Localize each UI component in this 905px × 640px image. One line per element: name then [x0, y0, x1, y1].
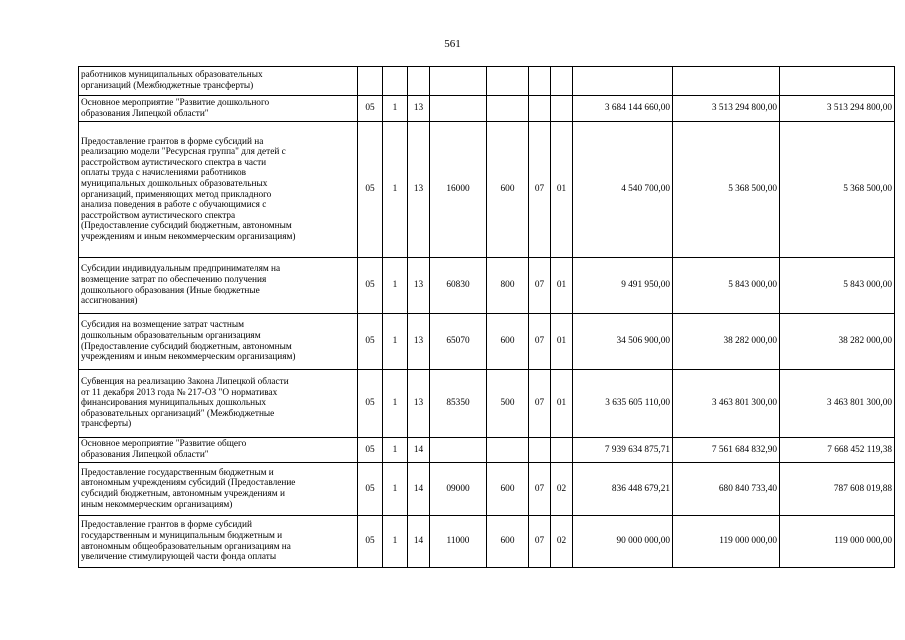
code-subprogram: 13 [408, 122, 430, 258]
code-program: 1 [383, 96, 408, 122]
row-description: Субсидия на возмещение затрат частным дошкольным образовательным организациям (Предоставление субсидий бюджетным, автономным учреждениям и иным некоммерческим организациям) [79, 314, 358, 370]
amount-year-3: 5 843 000,00 [780, 258, 895, 314]
code-program [383, 67, 408, 96]
table-row [79, 516, 895, 568]
amount-year-1: 3 635 605 110,00 [573, 370, 673, 438]
code-program: 1 [383, 258, 408, 314]
amount-year-2: 680 840 733,40 [673, 463, 780, 516]
page-number: 561 [444, 38, 461, 50]
code-program: 1 [383, 438, 408, 463]
code-section: 05 [358, 314, 383, 370]
row-description: работников муниципальных образовательных организаций (Межбюджетные трансферты) [79, 67, 358, 96]
code-program: 1 [383, 516, 408, 568]
code-chapter: 07 [529, 258, 551, 314]
row-description: Субвенция на реализацию Закона Липецкой области от 11 декабря 2013 года № 217-ОЗ "О нормативах финансирования муниципальных дошкольных образовательных организаций" (Межбюджетные трансферты) [79, 370, 358, 438]
code-subsection: 01 [551, 314, 573, 370]
code-subprogram: 14 [408, 516, 430, 568]
amount-year-1: 9 491 950,00 [573, 258, 673, 314]
table-row [79, 122, 895, 258]
amount-year-2: 5 368 500,00 [673, 122, 780, 258]
code-subsection: 01 [551, 122, 573, 258]
code-chapter: 07 [529, 370, 551, 438]
table-row [79, 96, 895, 122]
code-expense-type: 600 [487, 314, 529, 370]
code-chapter: 07 [529, 463, 551, 516]
code-subsection: 01 [551, 370, 573, 438]
code-program: 1 [383, 122, 408, 258]
code-direction: 65070 [430, 314, 487, 370]
code-section: 05 [358, 463, 383, 516]
code-subsection [551, 67, 573, 96]
code-chapter [529, 96, 551, 122]
code-chapter: 07 [529, 314, 551, 370]
code-expense-type: 600 [487, 122, 529, 258]
code-expense-type: 800 [487, 258, 529, 314]
code-subsection: 02 [551, 463, 573, 516]
amount-year-3: 3 513 294 800,00 [780, 96, 895, 122]
amount-year-3 [780, 67, 895, 96]
amount-year-3: 787 608 019,88 [780, 463, 895, 516]
code-section: 05 [358, 370, 383, 438]
table-row [79, 370, 895, 438]
row-description: Предоставление грантов в форме субсидий на реализацию модели "Ресурсная группа" для детей с расстройством аутистического спектра в части оплаты труда с начислениями работников муниципальных дошкольных образовательных организаций, применяющих метод прикладного анализа поведения в работе с обучающимися с расстройством аутистического спектра (Предоставление субсидий бюджетным, автономным учреждениям и иным некоммерческим организациям) [79, 122, 358, 258]
code-subsection: 02 [551, 516, 573, 568]
code-direction [430, 438, 487, 463]
amount-year-1: 4 540 700,00 [573, 122, 673, 258]
amount-year-1 [573, 67, 673, 96]
code-subprogram: 13 [408, 96, 430, 122]
table-row [79, 463, 895, 516]
code-direction: 85350 [430, 370, 487, 438]
code-direction: 11000 [430, 516, 487, 568]
row-description: Основное мероприятие "Развитие дошкольного образования Липецкой области" [79, 96, 358, 122]
code-subprogram: 13 [408, 258, 430, 314]
amount-year-2: 3 513 294 800,00 [673, 96, 780, 122]
code-expense-type [487, 67, 529, 96]
code-subsection: 01 [551, 258, 573, 314]
amount-year-3: 5 368 500,00 [780, 122, 895, 258]
amount-year-1: 90 000 000,00 [573, 516, 673, 568]
table-row [79, 438, 895, 463]
budget-table [78, 66, 895, 568]
code-section: 05 [358, 122, 383, 258]
code-subprogram: 13 [408, 370, 430, 438]
code-subsection [551, 96, 573, 122]
code-expense-type: 500 [487, 370, 529, 438]
code-chapter: 07 [529, 516, 551, 568]
amount-year-2 [673, 67, 780, 96]
row-description: Предоставление государственным бюджетным и автономным учреждениям субсидий (Предоставление субсидий бюджетным, автономным учреждениям и иным некоммерческим организациям) [79, 463, 358, 516]
code-subprogram [408, 67, 430, 96]
amount-year-3: 119 000 000,00 [780, 516, 895, 568]
row-description: Основное мероприятие "Развитие общего образования Липецкой области" [79, 438, 358, 463]
amount-year-1: 836 448 679,21 [573, 463, 673, 516]
code-subprogram: 14 [408, 438, 430, 463]
row-description: Предоставление грантов в форме субсидий государственным и муниципальным бюджетным и автономным общеобразовательным организациям на увеличение стимулирующей части фонда оплаты [79, 516, 358, 568]
code-direction: 16000 [430, 122, 487, 258]
code-chapter [529, 438, 551, 463]
code-expense-type [487, 96, 529, 122]
amount-year-2: 119 000 000,00 [673, 516, 780, 568]
amount-year-2: 38 282 000,00 [673, 314, 780, 370]
code-chapter: 07 [529, 122, 551, 258]
code-subprogram: 13 [408, 314, 430, 370]
amount-year-2: 5 843 000,00 [673, 258, 780, 314]
table-row [79, 67, 895, 96]
code-section: 05 [358, 438, 383, 463]
code-subsection [551, 438, 573, 463]
table-row [79, 314, 895, 370]
amount-year-1: 3 684 144 660,00 [573, 96, 673, 122]
code-section [358, 67, 383, 96]
code-direction: 60830 [430, 258, 487, 314]
code-section: 05 [358, 258, 383, 314]
amount-year-2: 3 463 801 300,00 [673, 370, 780, 438]
amount-year-1: 7 939 634 875,71 [573, 438, 673, 463]
code-expense-type: 600 [487, 463, 529, 516]
table-row [79, 258, 895, 314]
code-program: 1 [383, 463, 408, 516]
row-description: Субсидии индивидуальным предпринимателям на возмещение затрат по обеспечению получения дошкольного образования (Иные бюджетные ассигнования) [79, 258, 358, 314]
code-direction [430, 96, 487, 122]
code-expense-type: 600 [487, 516, 529, 568]
code-subprogram: 14 [408, 463, 430, 516]
code-program: 1 [383, 314, 408, 370]
code-chapter [529, 67, 551, 96]
code-section: 05 [358, 96, 383, 122]
code-program: 1 [383, 370, 408, 438]
code-direction: 09000 [430, 463, 487, 516]
amount-year-2: 7 561 684 832,90 [673, 438, 780, 463]
amount-year-3: 38 282 000,00 [780, 314, 895, 370]
amount-year-3: 7 668 452 119,38 [780, 438, 895, 463]
code-section: 05 [358, 516, 383, 568]
table-body [79, 67, 895, 568]
amount-year-1: 34 506 900,00 [573, 314, 673, 370]
code-expense-type [487, 438, 529, 463]
code-direction [430, 67, 487, 96]
amount-year-3: 3 463 801 300,00 [780, 370, 895, 438]
